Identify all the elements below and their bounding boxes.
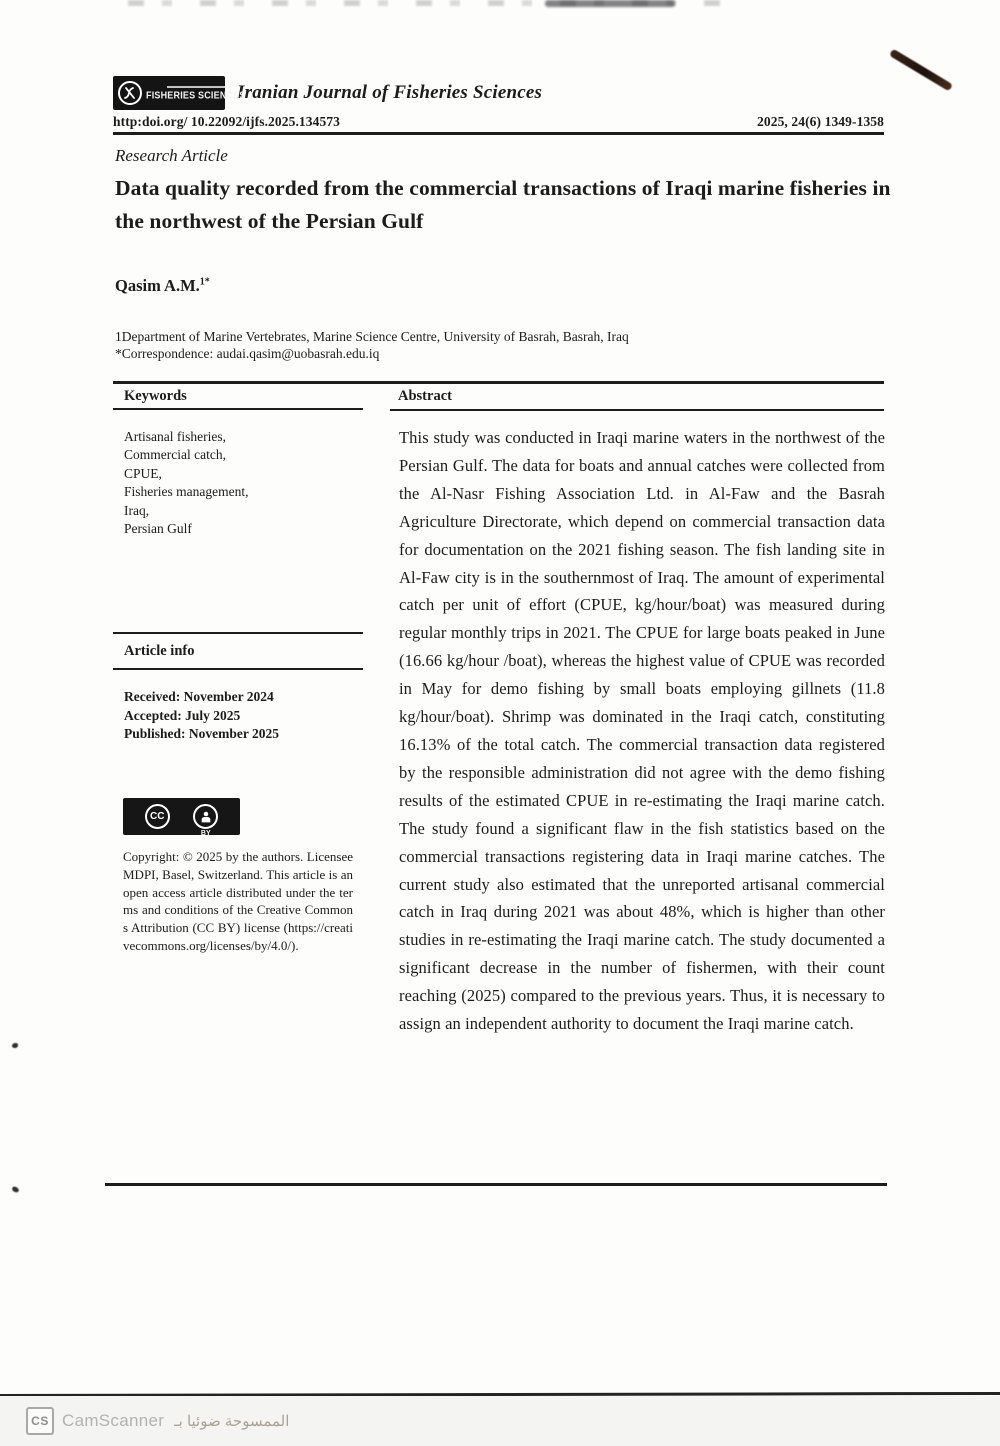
article-type-label: Research Article (115, 146, 228, 165)
abstract-bottom-rule (105, 1183, 887, 1186)
journal-header (113, 76, 884, 110)
journal-logo (113, 76, 246, 110)
keywords-list (124, 428, 248, 538)
published-date: Published: November 2025 (124, 726, 280, 742)
correspondence-line: *Correspondence: audai.qasim@uobasrah.edu.iq (115, 346, 380, 361)
person-icon (193, 804, 218, 837)
copyright-text: Copyright: © 2025 by the authors. Licensee MDPI, Basel, Switzerland. This article is an open access article distributed under the terms and conditions of the Creative Commons Attribution (CC BY) license (https://creativecommons.org/licenses/by/4.0/). (123, 849, 353, 953)
camscanner-arabic-caption: الممسوحة ضوئيا بـ (174, 1413, 290, 1430)
cc-icon: CC (145, 804, 170, 829)
logo-small-text-line (167, 86, 225, 88)
table-top-rule (113, 381, 884, 384)
keyword-item: CPUE, (124, 465, 162, 481)
header-rule (113, 132, 884, 135)
issue-info: 2025, 24(6) 1349-1358 (757, 114, 884, 129)
article-info-heading: Article info (124, 643, 195, 659)
margin-speck (11, 1186, 19, 1193)
keyword-item: Persian Gulf (124, 521, 192, 537)
cc-by-badge (123, 798, 240, 835)
doi-row (113, 114, 884, 130)
journal-logo-fish-icon (117, 80, 143, 106)
author-name: Qasim A.M.$^{1*}$ (115, 276, 210, 295)
journal-name: Iranian Journal of Fisheries Sciences (237, 82, 543, 103)
received-date: Received: November 2024 (124, 689, 274, 704)
affiliation-line: 1Department of Marine Vertebrates, Marine Science Centre, University of Basrah, Basrah, Iraq (115, 329, 629, 344)
by-label: BY (200, 830, 211, 837)
margin-speck (12, 1043, 18, 1048)
accepted-date: Accepted: July 2025 (124, 707, 241, 723)
abstract-underline (390, 409, 884, 411)
logo-title: FISHERIES SCIENCES (146, 89, 246, 101)
pen-scan-mark (889, 49, 953, 92)
article-info-top-rule (113, 632, 363, 634)
keywords-heading: Keywords (124, 388, 187, 404)
keyword-item: Artisanal fisheries, (124, 429, 226, 444)
top-edge-smudge (545, 0, 675, 7)
article-title: Data quality recorded from the commercial transactions of Iraqi marine fisheries in the northwest of the Persian Gulf (115, 176, 891, 233)
keyword-item: Fisheries management, (124, 484, 249, 500)
author-affiliation-marker: 1* (199, 276, 210, 288)
keywords-underline (113, 408, 363, 410)
camscanner-footer (0, 1396, 1000, 1446)
camscanner-brand: CamScanner (62, 1411, 165, 1430)
doi-text: http:doi.org/ 10.22092/ijfs.2025.134573 (113, 114, 341, 129)
abstract-heading: Abstract (398, 388, 452, 404)
camscanner-logo-icon: CS (26, 1407, 54, 1435)
affiliation-block (115, 328, 629, 362)
keyword-item: Commercial catch, (124, 447, 226, 463)
abstract-text: This study was conducted in Iraqi marine waters in the northwest of the Persian Gulf. The data for boats and annual catches were collected from the Al-Nasr Fishing Association Ltd. in Al-Faw and the Basrah Agriculture Directorate, which depend on commercial transaction data for documentation on the 2021 fishing season. The fish landing site in Al-Faw city is in the southernmost of Iraq. The amount of experimental catch per unit of effort (CPUE, kg/hour/boat) was measured during regular monthly trips in 2021. The CPUE for large boats peaked in June (16.66 kg/hour /boat), whereas the highest value of CPUE was recorded in May for demo fishing by small boats employing gillnets (11.8 kg/hour/boat). Shrimp was dominated in the Iraqi catch, constituting 16.13% of the total catch. The commercial transaction data registered by the responsible administration did not agree with the demo fishing results of the estimated CPUE in re-estimating the Iraqi marine catch. The study found a significant flaw in the fish statistics based on the commercial transactions registering data in Iraqi marine catches. The current study also estimated that the unreported artisanal commercial catch in Iraq during 2021 was about 48%, which is higher than other studies in re-estimating the Iraqi marine catch. The study documented a significant decrease in the number of fishermen, with their count reaching (2025) compared to the previous years. Thus, it is necessary to assign an independent authority to document the Iraqi marine catch. (399, 428, 885, 1034)
keyword-item: Iraq, (124, 502, 150, 518)
article-info-underline (113, 668, 363, 670)
article-info-list (124, 688, 279, 744)
